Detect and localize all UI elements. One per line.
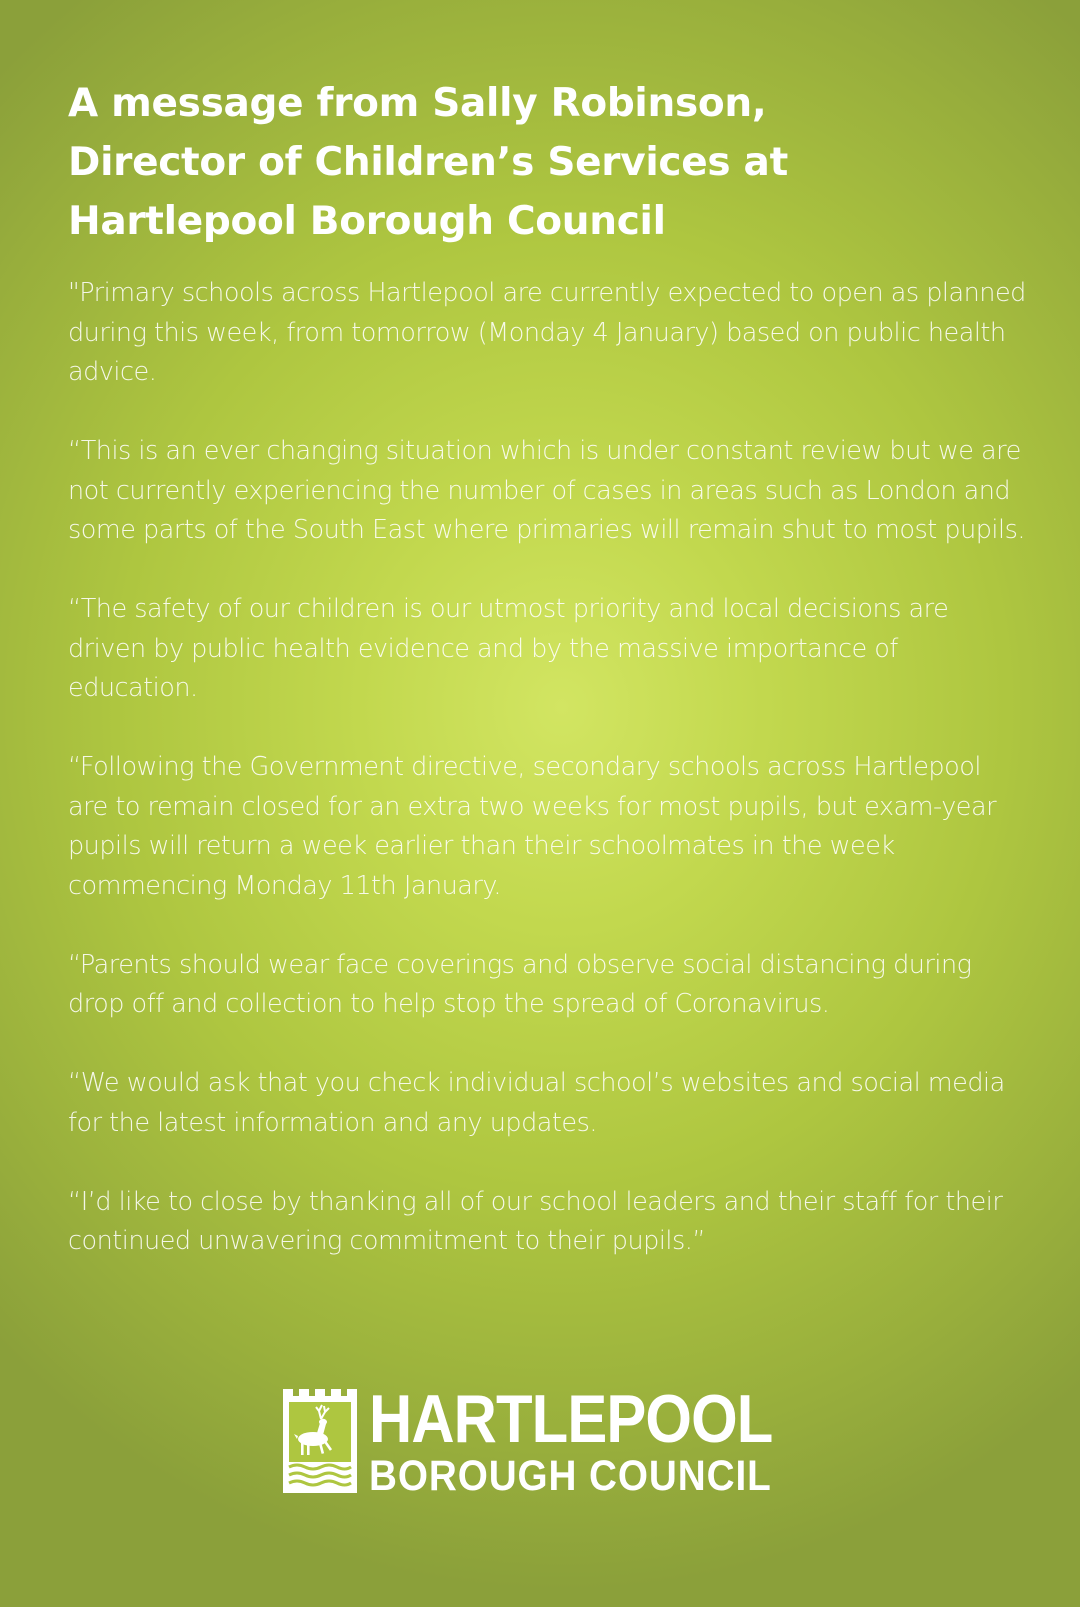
headline-line-1: A message from Sally Robinson, (68, 81, 767, 126)
paragraph-6: “We would ask that you check individual school’s websites and social media for the latest information and any updates. (68, 1068, 1005, 1138)
logo-line-borough-council: BOROUGH COUNCIL (369, 1452, 772, 1500)
castle-hart-crest-icon (283, 1389, 357, 1493)
headline-line-2: Director of Children’s Services at (68, 140, 788, 185)
paragraph-3: “The safety of our children is our utmost priority and local decisions are driven by public health evidence and by the massive importance of education. (68, 594, 949, 703)
paragraph-7: “I’d like to close by thanking all of our school leaders and their staff for their continued unwavering commitment to their pupils.” (68, 1186, 1003, 1256)
message-body (68, 274, 1028, 1301)
council-logo (283, 1381, 793, 1500)
logo-wordmark (369, 1381, 827, 1500)
logo-line-hartlepool: HARTLEPOOL (369, 1381, 773, 1457)
paragraph-2: “This is an ever changing situation which is under constant review but we are not currently experiencing the number of cases in areas such as London and some parts of the South East where primaries will remain shut to most pupils. (68, 436, 1025, 545)
paragraph-1: "Primary schools across Hartlepool are currently expected to open as planned during this week, from tomorrow (Monday 4 January) based on public health advice. (68, 278, 1026, 387)
paragraph-4: “Following the Government directive, secondary schools across Hartlepool are to remain closed for an extra two weeks for most pupils, but exam-year pupils will return a week earlier than their schoolmates in the week commencing Monday 11th January. (68, 752, 997, 901)
headline (68, 74, 1028, 251)
headline-line-3: Hartlepool Borough Council (68, 199, 666, 244)
paragraph-5: “Parents should wear face coverings and observe social distancing during drop off and collection to help stop the spread of Coronavirus. (68, 949, 972, 1019)
